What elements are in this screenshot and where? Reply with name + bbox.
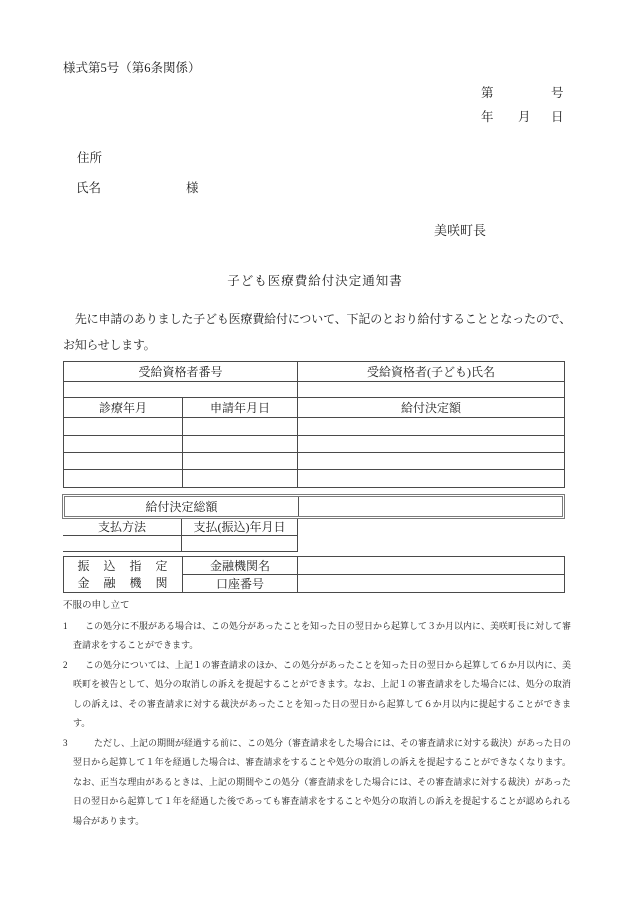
appeal-note-2-number: 2 <box>63 659 68 670</box>
appeal-notes <box>63 597 571 831</box>
appeal-note-1-number: 1 <box>63 620 68 631</box>
treatment-month-cell <box>64 470 183 488</box>
benefit-amount-cell <box>298 470 565 488</box>
application-date-cell <box>183 418 298 436</box>
payment-method-header: 支払方法 <box>63 519 182 535</box>
application-date-header: 申請年月日 <box>183 398 298 418</box>
bank-name-header: 金融機関名 <box>183 557 298 575</box>
designated-bank-label-line2: 金 融 機 関 <box>77 575 169 590</box>
body-paragraph: 先に申請のありました子ども医療費給付について、下記のとおり給付することとなったので、お知らせします。 <box>63 312 571 352</box>
total-amount-label: 給付決定総額 <box>65 497 299 516</box>
address-label: 住所 <box>77 151 103 165</box>
treatment-month-cell <box>64 436 183 453</box>
benefit-amount-cell <box>298 436 565 453</box>
payment-date-cell <box>182 536 298 551</box>
name-label: 氏名 <box>76 181 102 195</box>
honorific-label: 様 <box>186 181 199 195</box>
bank-block <box>63 556 565 593</box>
application-date-cell <box>183 470 298 488</box>
benefit-amount-cell <box>298 453 565 470</box>
application-date-cell <box>183 453 298 470</box>
appeal-note-1-text: この処分に不服がある場合は、この処分があったことを知った日の翌日から起算して３か月以内に、美咲町長に対して審査請求をすることができます。 <box>73 620 571 650</box>
account-number-header: 口座番号 <box>183 575 298 593</box>
recipient-number-header: 受給資格者番号 <box>64 362 298 382</box>
payment-date-header: 支払(振込)年月日 <box>182 519 298 535</box>
issuer-name: 美咲町長 <box>434 223 487 238</box>
treatment-month-cell <box>64 453 183 470</box>
date-year-label: 年 <box>481 110 494 124</box>
total-amount-value-cell <box>299 497 562 516</box>
appeal-note-2-text: この処分については、上記１の審査請求のほか、この処分があったことを知った日の翌日から起算して６か月以内に、美咲町を被告として、処分の取消しの訴えを提起することができます。なお、上記１の審査請求をした場合には、処分の取消しの訴えは、その審査請求に対する裁決があったことを知った日の翌日から起算して６か月以内に提起することができます。 <box>73 659 571 728</box>
appeal-note-3-text: ただし、上記の期間が経過する前に、この処分（審査請求をした場合には、その審査請求に対する裁決）があった日の翌日から起算して１年を経過した場合は、審査請求をすることや処分の取消しの訴えを提起することができなくなります。なお、正当な理由があるときは、上記の期間やこの処分（審査請求をした場合には、その審査請求に対する裁決）があった日の翌日から起算して１年を経過した後であっても審査請求をすることや処分の取消しの訴えを提起することが認められる場合があります。 <box>73 737 571 826</box>
date-month-label: 月 <box>518 110 531 124</box>
appeal-note-3-number: 3 <box>63 737 68 748</box>
appeal-notes-heading: 不服の申し立て <box>63 601 130 611</box>
doc-number-suffix: 号 <box>551 86 564 100</box>
treatment-month-cell <box>64 418 183 436</box>
designated-bank-label <box>64 557 183 593</box>
doc-number-prefix: 第 <box>481 86 494 100</box>
form-number: 様式第5号（第6条関係） <box>63 61 201 75</box>
treatment-month-header: 診療年月 <box>64 398 183 418</box>
benefit-amount-cell <box>298 418 565 436</box>
payment-method-cell <box>63 536 182 551</box>
date-day-label: 日 <box>551 110 564 124</box>
bank-name-cell <box>298 557 565 575</box>
account-number-cell <box>298 575 565 593</box>
appeal-note-3 <box>63 734 571 832</box>
appeal-note-2 <box>63 656 571 734</box>
application-date-cell <box>183 436 298 453</box>
designated-bank-label-line1: 振 込 指 定 <box>77 558 169 573</box>
payment-block <box>63 519 298 552</box>
benefit-table <box>63 361 565 488</box>
recipient-name-header: 受給資格者(子ども)氏名 <box>298 362 565 382</box>
recipient-name-value-cell <box>298 382 565 398</box>
appeal-note-1 <box>63 617 571 656</box>
benefit-amount-header: 給付決定額 <box>298 398 565 418</box>
document-title: 子ども医療費給付決定通知書 <box>227 274 403 288</box>
recipient-number-value-cell <box>64 382 298 398</box>
total-amount-box <box>62 494 565 519</box>
